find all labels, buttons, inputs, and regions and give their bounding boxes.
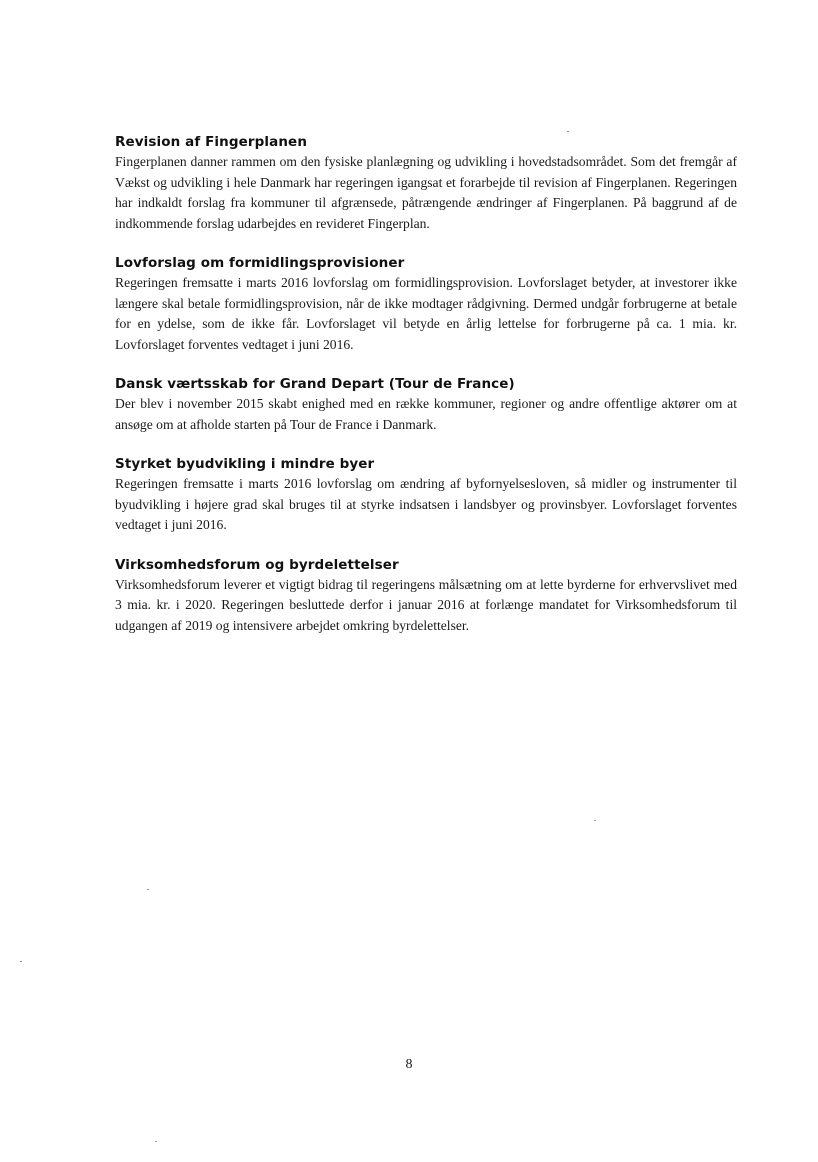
section-virksomhedsforum [115,555,737,637]
scan-speck [147,889,149,890]
section-revision-fingerplanen [115,132,737,234]
page-number: 8 [405,1057,413,1072]
section-heading: Virksomhedsforum og byrdelettelser [115,556,399,573]
section-heading: Dansk værtsskab for Grand Depart (Tour de France) [115,376,515,392]
section-body: Regeringen fremsatte i marts 2016 lovforslag om formidlingsprovision. Lovforslaget betyder, at investorer ikke længere skal betale formidlingsprovision, når de ikke modtager rådgivning. Dermed undgår forbrugerne at betale for en ydelse, som de ikke får. Lovforslaget vil betyde en årlig lettelse for forbrugerne på ca. 1 mia. kr. Lovforslaget forventes vedtaget i juni 2016. [115,275,737,352]
scan-speck [155,1141,157,1142]
section-body: Regeringen fremsatte i marts 2016 lovforslag om ændring af byfornyelsesloven, så midler og instrumenter til byudvikling i højere grad skal bruges til at styrke indsatsen i landsbyer og provinsbyer. Lovforslaget forventes vedtaget i juni 2016. [115,476,737,532]
scan-speck [567,131,569,132]
section-heading: Lovforslag om formidlingsprovisioner [115,255,405,271]
section-heading: Revision af Fingerplanen [115,134,308,150]
scan-speck [20,961,22,962]
section-byudvikling [115,454,737,536]
section-heading: Styrket byudvikling i mindre byer [115,456,375,472]
section-tour-de-france [115,374,737,435]
section-body: Fingerplanen danner rammen om den fysiske planlægning og udvikling i hovedstadsområdet. Som det fremgår af Vækst og udvikling i hele Danmark har regeringen igangsat et forarbejde til revision af Fingerplanen. Regeringen har indkaldt forslag fra kommuner til afgrænsede, påtrængende ændringer af Fingerplanen. På baggrund af de indkommende forslag udarbejdes en revideret Fingerplan. [115,154,737,231]
page-content [115,132,737,655]
scan-speck [594,820,596,821]
section-formidlingsprovisioner [115,253,737,355]
section-body: Der blev i november 2015 skabt enighed med en række kommuner, regioner og andre offentlige aktører om at ansøge om at afholde starten på Tour de France i Danmark. [115,396,737,432]
section-body: Virksomhedsforum leverer et vigtigt bidrag til regeringens målsætning om at lette byrderne for erhvervslivet med 3 mia. kr. i 2020. Regeringen besluttede derfor i januar 2016 at forlænge mandatet for Virksomhedsforum til udgangen af 2019 og intensivere arbejdet omkring byrdelettelser. [115,576,737,633]
